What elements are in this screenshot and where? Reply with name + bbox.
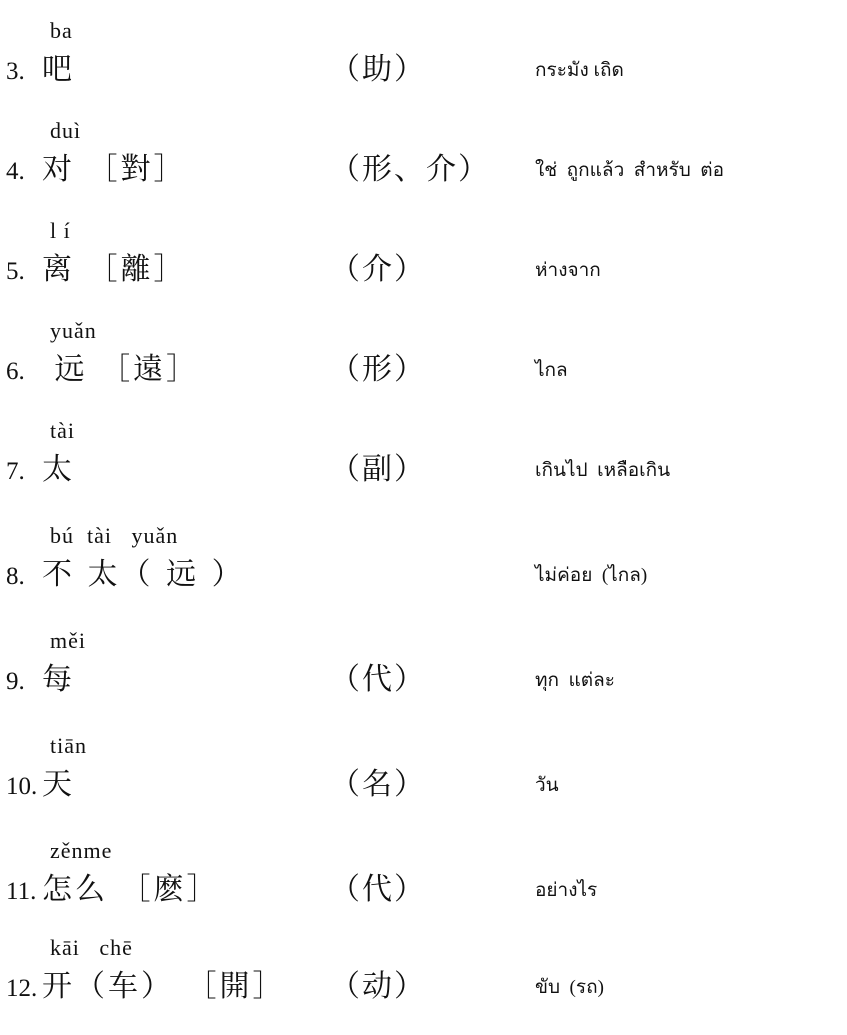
thai-meaning: กระมัง เถิด bbox=[535, 60, 624, 81]
pinyin: měi bbox=[50, 628, 86, 653]
part-of-speech: （代） bbox=[330, 662, 426, 697]
vocab-entry-7 bbox=[0, 418, 847, 518]
vocab-entry-12 bbox=[0, 935, 847, 1035]
entry-number: 10. bbox=[6, 773, 38, 800]
chinese-word: 开（车） ［開］ bbox=[42, 969, 286, 1004]
chinese-word: 不 太（ 远 ） bbox=[42, 557, 245, 592]
entry-number: 8. bbox=[6, 563, 25, 590]
part-of-speech: （助） bbox=[330, 52, 426, 87]
thai-meaning: ห่างจาก bbox=[535, 260, 601, 281]
part-of-speech: （代） bbox=[330, 872, 426, 907]
pinyin: tài bbox=[50, 418, 75, 443]
chinese-word: 怎么 ［麽］ bbox=[42, 872, 220, 907]
pinyin: duì bbox=[50, 118, 82, 143]
chinese-word: 天 bbox=[42, 767, 75, 802]
vocab-entry-4 bbox=[0, 118, 847, 218]
chinese-word: 吧 bbox=[42, 52, 75, 87]
thai-meaning: อย่างไร bbox=[535, 880, 598, 901]
part-of-speech: （形） bbox=[330, 352, 426, 387]
vocab-entry-6 bbox=[0, 318, 847, 418]
part-of-speech: （形、介） bbox=[330, 152, 490, 187]
chinese-word: 每 bbox=[42, 662, 75, 697]
entry-number: 9. bbox=[6, 668, 25, 695]
pinyin: yuǎn bbox=[50, 318, 97, 343]
thai-meaning: ขับ (รถ) bbox=[535, 977, 604, 998]
vocab-entry-10 bbox=[0, 733, 847, 833]
entry-number: 7. bbox=[6, 458, 25, 485]
vocab-entry-5 bbox=[0, 218, 847, 318]
entry-number: 12. bbox=[6, 975, 38, 1002]
chinese-word: 远 ［遠］ bbox=[42, 352, 200, 387]
vocab-entry-3 bbox=[0, 18, 847, 118]
thai-meaning: ใช่ ถูกแล้ว สำหรับ ต่อ bbox=[535, 160, 725, 181]
pinyin: bú tài yuǎn bbox=[50, 523, 179, 548]
vocab-entry-9 bbox=[0, 628, 847, 728]
part-of-speech: （介） bbox=[330, 252, 426, 287]
thai-meaning: เกินไป เหลือเกิน bbox=[535, 460, 671, 481]
part-of-speech: （名） bbox=[330, 767, 426, 802]
thai-meaning: ไม่ค่อย (ไกล) bbox=[535, 565, 648, 586]
entry-number: 4. bbox=[6, 158, 25, 185]
entry-number: 11. bbox=[6, 878, 37, 905]
entry-number: 5. bbox=[6, 258, 25, 285]
chinese-word: 对 ［對］ bbox=[42, 152, 187, 187]
part-of-speech: （副） bbox=[330, 452, 426, 487]
thai-meaning: ไกล bbox=[535, 360, 568, 381]
vocab-entry-11 bbox=[0, 838, 847, 938]
vocab-entry-8 bbox=[0, 523, 847, 623]
thai-meaning: วัน bbox=[535, 775, 559, 796]
pinyin: tiān bbox=[50, 733, 87, 758]
pinyin: kāi chē bbox=[50, 935, 133, 960]
chinese-word: 离 ［離］ bbox=[42, 252, 187, 287]
chinese-word: 太 bbox=[42, 452, 75, 487]
pinyin: ba bbox=[50, 18, 73, 43]
part-of-speech: （动） bbox=[330, 969, 426, 1004]
pinyin: zěnme bbox=[50, 838, 113, 863]
thai-meaning: ทุก แต่ละ bbox=[535, 670, 615, 691]
entry-number: 3. bbox=[6, 58, 25, 85]
entry-number: 6. bbox=[6, 358, 25, 385]
pinyin: l í bbox=[50, 218, 71, 243]
